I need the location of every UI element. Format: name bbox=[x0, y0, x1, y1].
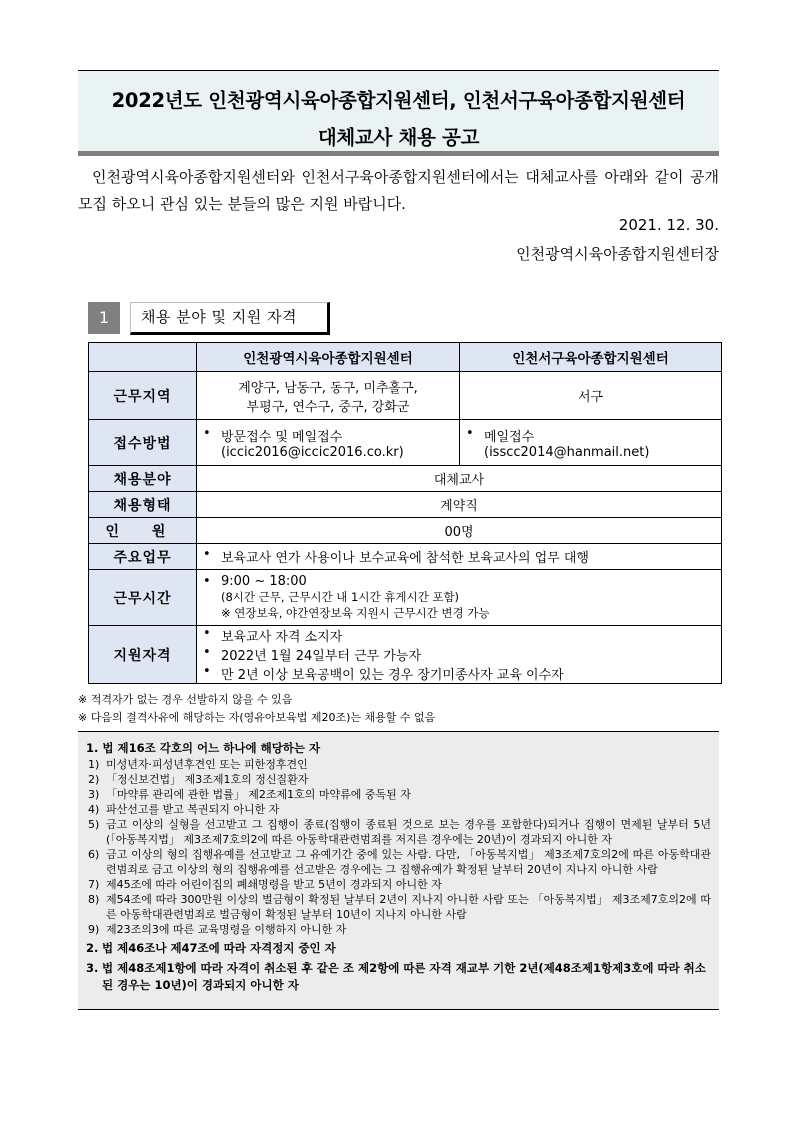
item-text: 「정신보건법」 제3조제1호의 정신질환자 bbox=[106, 773, 309, 786]
note-2: ※ 다음의 결격사유에 해당하는 자(영유아보육법 제20조)는 채용할 수 없음 bbox=[78, 711, 436, 724]
list-item bbox=[88, 847, 711, 877]
item-text: 파산선고를 받고 복권되지 아니한 자 bbox=[106, 803, 280, 816]
disq-items bbox=[86, 757, 711, 937]
table-row-field bbox=[89, 466, 722, 492]
bullet-icon: • bbox=[203, 664, 211, 679]
list-item bbox=[88, 772, 711, 787]
bullet-icon: • bbox=[203, 626, 211, 641]
list-item bbox=[88, 877, 711, 892]
label-location: 근무지역 bbox=[89, 372, 197, 420]
item-number: 4) bbox=[88, 803, 100, 816]
recruitment-table bbox=[88, 342, 722, 684]
apply-col2 bbox=[460, 420, 722, 466]
hours-line3: ※ 연장보육, 야간연장보육 지원시 근무시간 변경 가능 bbox=[221, 606, 490, 620]
apply-col1 bbox=[197, 420, 460, 466]
table-row-apply bbox=[89, 420, 722, 466]
count-value: 00명 bbox=[197, 518, 722, 544]
item-text: 미성년자·피성년후견인 또는 피한정후견인 bbox=[106, 758, 308, 771]
apply-col1-line2: (iccic2016@iccic2016.co.kr) bbox=[221, 444, 404, 460]
section-number: 1 bbox=[88, 302, 120, 334]
disq-heading-3-text: 법 제48조제1항에 따라 자격이 취소된 후 같은 조 제2항에 따른 자격 재교부 기한 2년(제48조제1항제3호에 따라 취소된 경우는 10년)이 경과되지 아니한 자 bbox=[102, 961, 706, 992]
disqualification-box bbox=[78, 731, 719, 1010]
announcement-date: 2021. 12. 30. bbox=[618, 216, 719, 234]
qual-item bbox=[203, 645, 715, 664]
apply-col2-line1: 메일접수 bbox=[484, 429, 535, 445]
bullet-icon: • bbox=[203, 645, 211, 660]
list-item bbox=[88, 787, 711, 802]
hours-line2: (8시간 근무, 근무시간 내 1시간 휴게시간 포함) bbox=[221, 590, 460, 604]
qual-cell bbox=[197, 626, 722, 684]
table-row-type bbox=[89, 492, 722, 518]
item-number: 5) bbox=[88, 818, 100, 831]
qual-item-3: 만 2년 이상 보육공백이 있는 경우 장기미종사자 교육 이수자 bbox=[221, 668, 564, 683]
apply-col2-line2: (isscc2014@hanmail.net) bbox=[484, 444, 650, 460]
location-col1 bbox=[197, 372, 460, 420]
notes bbox=[78, 691, 435, 727]
item-text: 제54조에 따라 300만원 이상의 벌금형이 확정된 날부터 2년이 지나지 아니한 사람 또는 「아동복지법」 제3조제7호의2에 따른 아동학대관련범죄로 벌금형이 확정된 날부터 10년이 지나지 아니한 사람 bbox=[106, 893, 711, 921]
list-item bbox=[88, 802, 711, 817]
item-text: 금고 이상의 실형을 선고받고 그 집행이 종료(집행이 종료된 것으로 보는 경우를 포함한다)되거나 집행이 면제된 날부터 5년(「아동복지법」 제3조제7호의2에 따른 아동학대관련범죄를 저지른 경우에는 20년)이 경과되지 아니한 자 bbox=[106, 818, 711, 846]
qual-item-2: 2022년 1월 24일부터 근무 가능자 bbox=[221, 649, 422, 664]
header-col1: 인천광역시육아종합지원센터 bbox=[197, 343, 460, 372]
section-title: 채용 분야 및 지원 자격 bbox=[130, 302, 330, 335]
item-number: 1) bbox=[88, 758, 100, 771]
label-qual: 지원자격 bbox=[89, 626, 197, 684]
item-number: 2. bbox=[86, 941, 99, 955]
item-text: 금고 이상의 형의 집행유예를 선고받고 그 유예기간 중에 있는 사람. 다만, 「아동복지법」 제3조제7호의2에 따른 아동학대관련범죄로 금고 이상의 형의 집행유예를 선고받은 경우에는 그 집행유예가 확정된 날부터 20년이 지나지 아니한 사람 bbox=[106, 848, 711, 876]
note-1: ※ 적격자가 없는 경우 선발하지 않을 수 있음 bbox=[78, 693, 293, 706]
label-type: 채용형태 bbox=[89, 492, 197, 518]
hours-line1: 9:00 ~ 18:00 bbox=[221, 574, 307, 589]
bullet-icon: • bbox=[203, 574, 211, 589]
location-col1-line1: 계양구, 남동구, 동구, 미추홀구, bbox=[238, 380, 418, 396]
title-box bbox=[78, 70, 719, 156]
label-duty: 주요업무 bbox=[89, 544, 197, 570]
label-apply: 접수방법 bbox=[89, 420, 197, 466]
field-value: 대체교사 bbox=[197, 466, 722, 492]
duty-cell bbox=[197, 544, 722, 570]
intro-paragraph bbox=[78, 164, 719, 218]
disq-heading-2-text: 법 제46조나 제47조에 따라 자격정지 중인 자 bbox=[102, 941, 336, 955]
qual-item-1: 보육교사 자격 소지자 bbox=[221, 630, 343, 645]
item-number: 3. bbox=[86, 961, 99, 975]
item-number: 7) bbox=[88, 878, 100, 891]
label-field: 채용분야 bbox=[89, 466, 197, 492]
list-item bbox=[88, 817, 711, 847]
disq-heading-1: 1. 법 제16조 각호의 어느 하나에 해당하는 자 bbox=[86, 741, 321, 755]
table-header-row bbox=[89, 343, 722, 372]
title-line-1: 2022년도 인천광역시육아종합지원센터, 인천서구육아종합지원센터 bbox=[111, 89, 686, 112]
bullet-icon: • bbox=[466, 425, 474, 441]
qual-item bbox=[203, 664, 715, 683]
type-value: 계약직 bbox=[197, 492, 722, 518]
item-text: 제23조의3에 따른 교육명령을 이행하지 아니한 자 bbox=[106, 923, 347, 936]
location-col1-line2: 부평구, 연수구, 중구, 강화군 bbox=[246, 399, 410, 415]
item-number: 3) bbox=[88, 788, 100, 801]
disq-heading-3 bbox=[86, 960, 711, 994]
table-row-qual bbox=[89, 626, 722, 684]
bullet-icon: • bbox=[203, 425, 211, 441]
item-text: 제45조에 따라 어린이집의 폐쇄명령을 받고 5년이 경과되지 아니한 자 bbox=[106, 878, 442, 891]
label-count: 인 원 bbox=[89, 518, 197, 544]
title-line-2: 대체교사 채용 공고 bbox=[317, 126, 480, 149]
list-item bbox=[88, 892, 711, 922]
apply-col1-line1: 방문접수 및 메일접수 bbox=[221, 429, 343, 445]
item-number: 8) bbox=[88, 893, 100, 906]
list-item bbox=[88, 757, 711, 772]
header-col2: 인천서구육아종합지원센터 bbox=[460, 343, 722, 372]
item-number: 2) bbox=[88, 773, 100, 786]
bullet-icon: • bbox=[203, 547, 211, 562]
item-number: 6) bbox=[88, 848, 100, 861]
item-text: 「마약류 관리에 관한 법률」 제2조제1호의 마약류에 중독된 자 bbox=[106, 788, 411, 801]
intro-text: 인천광역시육아종합지원센터와 인천서구육아종합지원센터에서는 대체교사를 아래와 같이 공개모집 하오니 관심 있는 분들의 많은 지원 바랍니다. bbox=[78, 168, 719, 213]
announcement-signer: 인천광역시육아종합지원센터장 bbox=[516, 245, 719, 263]
table-row-count bbox=[89, 518, 722, 544]
duty-value: 보육교사 연가 사용이나 보수교육에 참석한 보육교사의 업무 대행 bbox=[221, 551, 589, 566]
location-col2: 서구 bbox=[460, 372, 722, 420]
table-row-duty bbox=[89, 544, 722, 570]
qual-item bbox=[203, 626, 715, 645]
table-row-hours bbox=[89, 570, 722, 626]
table-row-location bbox=[89, 372, 722, 420]
item-number: 9) bbox=[88, 923, 100, 936]
hours-cell bbox=[197, 570, 722, 626]
disq-heading-2 bbox=[86, 940, 711, 957]
label-hours: 근무시간 bbox=[89, 570, 197, 626]
header-blank-cell bbox=[89, 343, 197, 372]
list-item bbox=[88, 922, 711, 937]
